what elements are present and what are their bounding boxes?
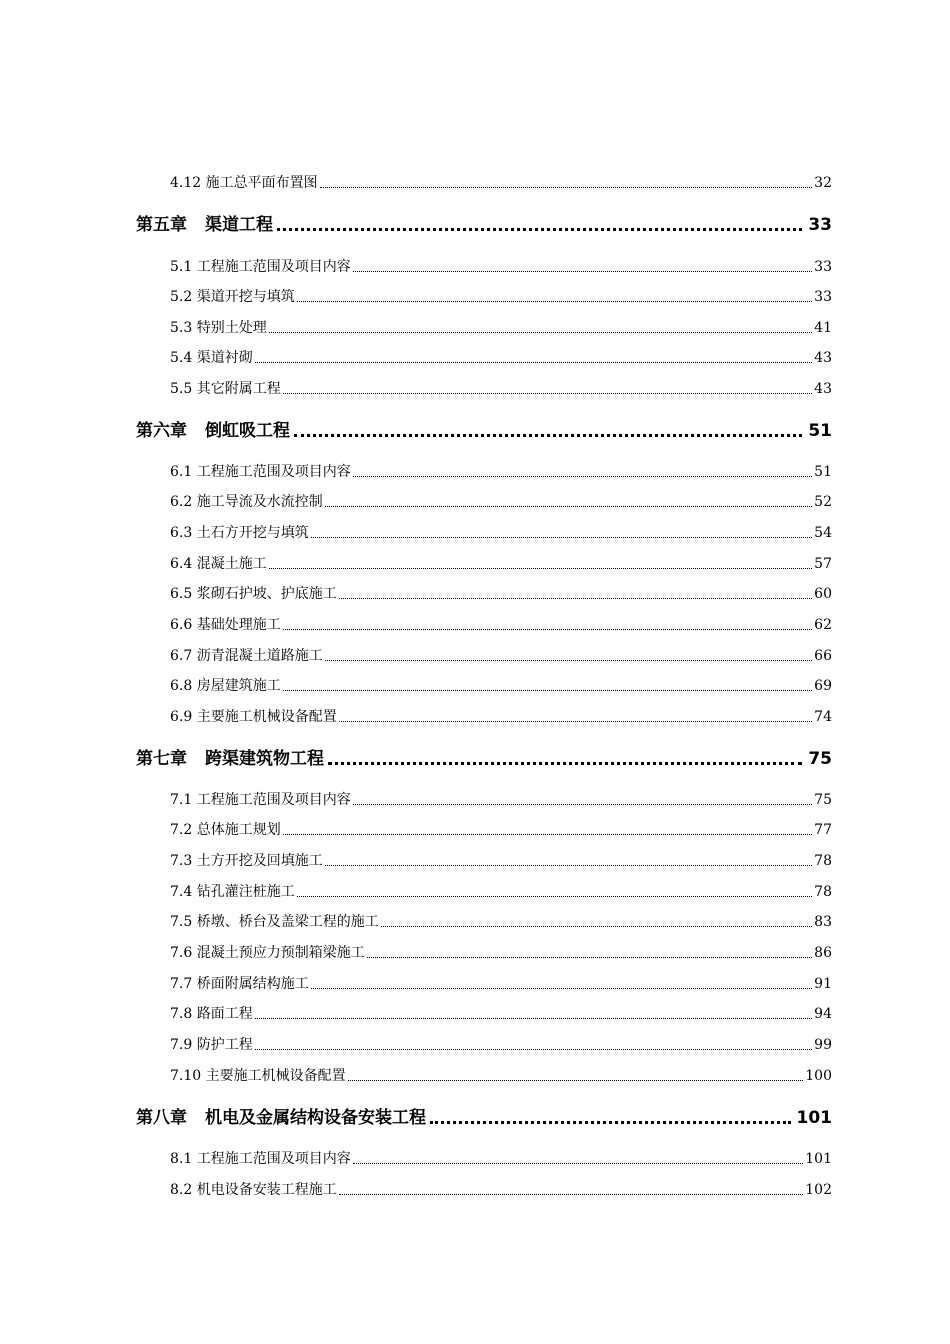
toc-section-entry[interactable] (170, 174, 832, 192)
toc-section-entry[interactable] (170, 821, 832, 839)
toc-entry-number: 7.4 (170, 884, 193, 900)
toc-chapter-entry[interactable] (136, 1107, 832, 1129)
toc-entry-title (170, 944, 365, 962)
toc-page-number: 78 (814, 884, 832, 900)
toc-entry-title (170, 319, 267, 337)
toc-section-entry[interactable] (170, 1036, 832, 1054)
dot-leader (325, 506, 812, 507)
toc-page-number: 86 (814, 945, 832, 961)
toc-entry-label: 混凝土施工 (196, 556, 267, 572)
toc-entry-label: 防护工程 (196, 1037, 253, 1053)
toc-section-entry[interactable] (170, 319, 832, 337)
toc-entry-title (170, 555, 267, 573)
toc-entry-number: 5.3 (170, 320, 193, 336)
toc-page-number: 54 (814, 525, 832, 541)
toc-entry-title (136, 214, 273, 236)
toc-entry-number: 6.9 (170, 709, 193, 725)
toc-page-number: 100 (805, 1068, 832, 1084)
toc-entry-number: 5.1 (170, 259, 193, 275)
toc-section-entry[interactable] (170, 1181, 832, 1199)
toc-entry-label: 机电及金属结构设备安装工程 (205, 1108, 426, 1128)
dot-leader (325, 865, 812, 866)
toc-entry-number: 6.8 (170, 678, 193, 694)
toc-page-number: 99 (814, 1037, 832, 1053)
toc-entry-label: 钻孔灌注桩施工 (196, 884, 295, 900)
toc-entry-title (170, 463, 351, 481)
toc-page-number: 75 (808, 749, 832, 769)
toc-page-number: 102 (805, 1182, 832, 1198)
toc-entry-number: 7.5 (170, 914, 193, 930)
dot-leader (269, 332, 812, 333)
toc-entry-label: 机电设备安装工程施工 (196, 1182, 337, 1198)
toc-chapter-entry[interactable] (136, 748, 832, 770)
toc-page-number: 60 (814, 586, 832, 602)
toc-section-entry[interactable] (170, 555, 832, 573)
toc-entry-number: 8.2 (170, 1182, 193, 1198)
toc-entry-title (170, 852, 323, 870)
toc-page-number: 62 (814, 617, 832, 633)
toc-entry-number: 6.7 (170, 648, 193, 664)
toc-entry-number: 第七章 (136, 749, 187, 769)
dot-leader (297, 896, 812, 897)
toc-entry-number: 7.9 (170, 1037, 193, 1053)
toc-entry-title (170, 791, 351, 809)
toc-entry-label: 工程施工范围及项目内容 (196, 792, 351, 808)
toc-page-number: 91 (814, 976, 832, 992)
toc-entry-title (170, 821, 281, 839)
toc-section-entry[interactable] (170, 493, 832, 511)
toc-entry-label: 渠道开挖与填筑 (196, 289, 295, 305)
toc-page-number: 69 (814, 678, 832, 694)
toc-entry-title (170, 585, 337, 603)
toc-page-number: 78 (814, 853, 832, 869)
dot-leader (255, 1049, 812, 1050)
toc-entry-title (170, 1005, 253, 1023)
toc-entry-label: 特别土处理 (196, 320, 267, 336)
dot-leader (325, 660, 812, 661)
toc-entry-number: 5.2 (170, 289, 193, 305)
toc-entry-label: 混凝土预应力预制箱梁施工 (196, 945, 365, 961)
toc-section-entry[interactable] (170, 1005, 832, 1023)
dot-leader (339, 598, 812, 599)
toc-page-number: 33 (808, 215, 832, 235)
dot-leader (283, 393, 812, 394)
dot-leader (283, 690, 812, 691)
toc-entry-title (136, 748, 324, 770)
toc-entry-label: 施工导流及水流控制 (196, 494, 323, 510)
toc-page-number: 33 (814, 289, 832, 305)
dot-leader (255, 362, 812, 363)
toc-entry-title (170, 1150, 351, 1168)
dot-leader (311, 988, 812, 989)
toc-section-entry[interactable] (170, 708, 832, 726)
toc-entry-number: 6.3 (170, 525, 193, 541)
toc-page-number: 32 (814, 175, 832, 191)
toc-page-number: 57 (814, 556, 832, 572)
toc-entry-title (170, 1181, 337, 1199)
dot-leader (353, 1163, 804, 1164)
toc-chapter-entry[interactable] (136, 214, 832, 236)
toc-entry-number: 7.1 (170, 792, 193, 808)
dot-leader (339, 1194, 804, 1195)
toc-entry-title (170, 1036, 253, 1054)
toc-section-entry[interactable] (170, 288, 832, 306)
toc-page-number: 66 (814, 648, 832, 664)
toc-page-number: 101 (805, 1151, 832, 1167)
toc-section-entry[interactable] (170, 463, 832, 481)
toc-entry-title (170, 349, 253, 367)
dot-leader (367, 957, 812, 958)
toc-entry-number: 第六章 (136, 421, 187, 441)
toc-section-entry[interactable] (170, 380, 832, 398)
toc-entry-number: 5.4 (170, 350, 193, 366)
toc-entry-label: 桥面附属结构施工 (196, 976, 309, 992)
toc-section-entry[interactable] (170, 349, 832, 367)
dot-leader (339, 721, 812, 722)
toc-section-entry[interactable] (170, 677, 832, 695)
dot-leader (353, 804, 812, 805)
toc-chapter-entry[interactable] (136, 420, 832, 442)
toc-section-entry[interactable] (170, 1067, 832, 1085)
toc-entry-number: 6.6 (170, 617, 193, 633)
toc-entry-label: 桥墩、桥台及盖梁工程的施工 (196, 914, 379, 930)
dot-leader (348, 1080, 804, 1081)
toc-entry-label: 基础处理施工 (196, 617, 281, 633)
toc-entry-label: 工程施工范围及项目内容 (196, 259, 351, 275)
toc-entry-label: 工程施工范围及项目内容 (196, 1151, 351, 1167)
toc-entry-title (170, 174, 318, 192)
dot-leader (294, 434, 802, 437)
toc-entry-number: 7.10 (170, 1068, 202, 1084)
toc-entry-label: 土方开挖及回填施工 (196, 853, 323, 869)
toc-entry-title (170, 677, 281, 695)
toc-page-number: 51 (808, 421, 832, 441)
toc-entry-title (170, 913, 379, 931)
toc-entry-title (170, 524, 309, 542)
toc-section-entry[interactable] (170, 258, 832, 276)
dot-leader (353, 476, 812, 477)
toc-entry-label: 渠道工程 (205, 215, 273, 235)
toc-page-number: 83 (814, 914, 832, 930)
toc-entry-label: 总体施工规划 (196, 822, 281, 838)
dot-leader (320, 187, 813, 188)
toc-entry-title (170, 380, 281, 398)
toc-page-number: 75 (814, 792, 832, 808)
dot-leader (255, 1018, 812, 1019)
toc-entry-title (170, 616, 281, 634)
dot-leader (328, 762, 802, 765)
toc-entry-number: 6.1 (170, 464, 193, 480)
toc-page-number: 77 (814, 822, 832, 838)
toc-entry-number: 6.5 (170, 586, 193, 602)
dot-leader (297, 301, 812, 302)
dot-leader (269, 568, 812, 569)
toc-entry-label: 土石方开挖与填筑 (196, 525, 309, 541)
dot-leader (277, 228, 802, 231)
toc-entry-label: 主要施工机械设备配置 (196, 709, 337, 725)
toc-entry-title (170, 258, 351, 276)
toc-section-entry[interactable] (170, 1150, 832, 1168)
toc-section-entry[interactable] (170, 791, 832, 809)
toc-entry-label: 跨渠建筑物工程 (205, 749, 324, 769)
toc-entry-label: 浆砌石护坡、护底施工 (196, 586, 337, 602)
toc-page-number: 52 (814, 494, 832, 510)
toc-entry-title (136, 1107, 426, 1129)
toc-entry-title (170, 708, 337, 726)
toc-entry-title (170, 975, 309, 993)
toc-section-entry[interactable] (170, 883, 832, 901)
toc-entry-title (170, 288, 295, 306)
toc-entry-number: 7.6 (170, 945, 193, 961)
toc-entry-title (136, 420, 290, 442)
toc-entry-number: 6.2 (170, 494, 193, 510)
toc-section-entry[interactable] (170, 524, 832, 542)
toc-page-number: 43 (814, 381, 832, 397)
dot-leader (283, 629, 812, 630)
toc-section-entry[interactable] (170, 852, 832, 870)
toc-entry-title (170, 1067, 346, 1085)
toc-entry-label: 房屋建筑施工 (196, 678, 281, 694)
toc-section-entry[interactable] (170, 616, 832, 634)
toc-entry-number: 第八章 (136, 1108, 187, 1128)
toc-entry-label: 沥青混凝土道路施工 (196, 648, 323, 664)
toc-entry-title (170, 647, 323, 665)
toc-entry-number: 4.12 (170, 175, 202, 191)
toc-entry-number: 7.7 (170, 976, 193, 992)
toc-page-number: 51 (814, 464, 832, 480)
toc-entry-number: 6.4 (170, 556, 193, 572)
dot-leader (381, 926, 812, 927)
toc-page-number: 94 (814, 1006, 832, 1022)
toc-entry-number: 5.5 (170, 381, 193, 397)
toc-entry-label: 工程施工范围及项目内容 (196, 464, 351, 480)
dot-leader (311, 537, 812, 538)
toc-entry-label: 路面工程 (196, 1006, 253, 1022)
toc-page-number: 43 (814, 350, 832, 366)
toc-page-number: 33 (814, 259, 832, 275)
toc-entry-number: 7.2 (170, 822, 193, 838)
toc-section-entry[interactable] (170, 585, 832, 603)
dot-leader (283, 834, 812, 835)
toc-page-number: 41 (814, 320, 832, 336)
toc-section-entry[interactable] (170, 647, 832, 665)
dot-leader (353, 271, 812, 272)
toc-entry-number: 第五章 (136, 215, 187, 235)
toc-entry-label: 主要施工机械设备配置 (205, 1068, 346, 1084)
toc-entry-number: 8.1 (170, 1151, 193, 1167)
toc-entry-title (170, 883, 295, 901)
toc-section-entry[interactable] (170, 975, 832, 993)
toc-entry-number: 7.8 (170, 1006, 193, 1022)
toc-entry-title (170, 493, 323, 511)
dot-leader (430, 1121, 791, 1124)
toc-entry-label: 渠道衬砌 (196, 350, 253, 366)
toc-entry-label: 其它附属工程 (196, 381, 281, 397)
toc-entry-label: 施工总平面布置图 (205, 175, 318, 191)
toc-section-entry[interactable] (170, 944, 832, 962)
toc-page-number: 74 (814, 709, 832, 725)
toc-section-entry[interactable] (170, 913, 832, 931)
toc-page-number: 101 (796, 1108, 832, 1128)
toc-entry-label: 倒虹吸工程 (205, 421, 290, 441)
toc-entry-number: 7.3 (170, 853, 193, 869)
